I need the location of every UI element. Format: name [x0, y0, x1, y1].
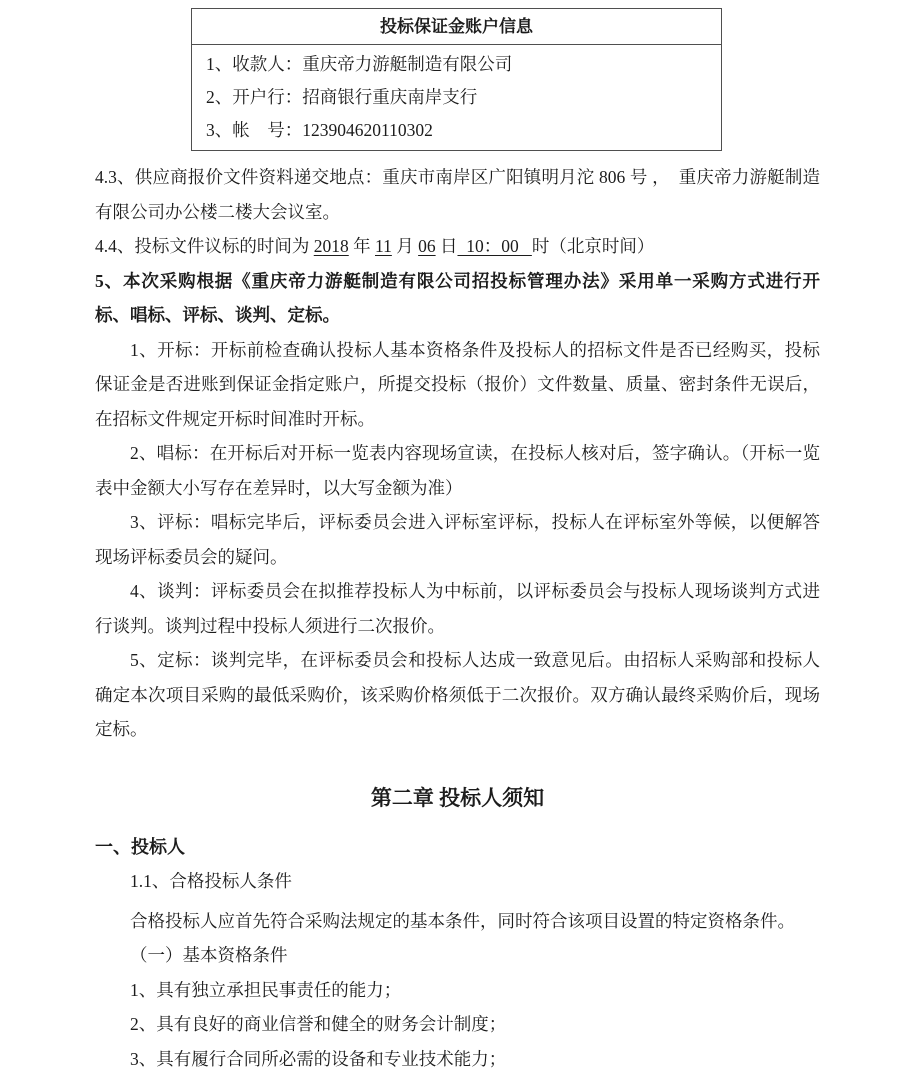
deposit-table-body	[192, 45, 721, 150]
basic-qualification-heading: （一）基本资格条件	[130, 945, 288, 965]
bid-time-underlined: 10：00	[457, 236, 532, 256]
deposit-table-title: 投标保证金账户信息	[192, 9, 721, 45]
process-step-open-bid: 1、开标：开标前检查确认投标人基本资格条件及投标人的招标文件是否已经购买，投标保证金是否进账到保证金指定账户，所提交投标（报价）文件数量、质量、密封条件无误后，在招标文件规定开标时间准时开标。	[95, 339, 820, 429]
year-label: 年	[348, 236, 375, 256]
clause-4-4	[95, 229, 820, 264]
process-step-evaluate-bid: 3、评标：唱标完毕后，评标委员会进入评标室评标，投标人在评标室外等候，以便解答现场评标委员会的疑问。	[95, 512, 820, 567]
qualification-item-1: 1、具有独立承担民事责任的能力；	[130, 979, 402, 1000]
document-content	[0, 8, 900, 1075]
bid-month-underlined: 11	[375, 236, 392, 256]
bid-year-underlined: 2018	[313, 236, 349, 256]
qualification-item-2: 2、具有良好的商业信誉和健全的财务会计制度；	[130, 1014, 507, 1034]
clause-4-4-prefix: 4.4、投标文件议标的时间为	[95, 236, 314, 256]
day-label: 日	[435, 236, 458, 256]
process-step-negotiate: 4、谈判：评标委员会在拟推荐投标人为中标前，以评标委员会与投标人现场谈判方式进行谈判。谈判过程中投标人须进行二次报价。	[95, 581, 820, 636]
process-step-award: 5、定标：谈判完毕，在评标委员会和投标人达成一致意见后。由招标人采购部和投标人确定本次项目采购的最低采购价，该采购价格须低于二次报价。双方确认最终采购价后，现场定标。	[95, 650, 820, 739]
bid-day-underlined: 06	[418, 236, 436, 256]
deposit-bank-row: 2、开户行：招商银行重庆南岸支行	[206, 87, 478, 107]
month-label: 月	[391, 236, 419, 256]
subsection-1-1-heading: 1.1、合格投标人条件	[130, 870, 292, 891]
process-step-read-bid: 2、唱标：在开标后对开标一览表内容现场宣读，在投标人核对后，签字确认。（开标一览表中金额大小写存在差异时，以大写金额为准）	[95, 443, 820, 498]
deposit-payee-row: 1、收款人：重庆帝力游艇制造有限公司	[206, 54, 513, 74]
section-1-bidders-heading: 一、投标人	[95, 836, 185, 857]
clause-4-3: 4.3、供应商报价文件资料递交地点：重庆市南岸区广阳镇明月沱 806 号 ， 重庆帝力游艇制造有限公司办公楼二楼大会议室。	[95, 167, 820, 222]
qualified-bidder-intro: 合格投标人应首先符合采购法规定的基本条件，同时符合该项目设置的特定资格条件。	[130, 910, 795, 931]
bid-deposit-account-table	[191, 8, 722, 151]
deposit-account-number-row: 3、帐 号：123904620110302	[206, 120, 433, 140]
clause-5: 5、本次采购根据《重庆帝力游艇制造有限公司招投标管理办法》采用单一采购方式进行开标、唱标、评标、谈判、定标。	[95, 270, 820, 325]
clause-4-4-suffix: 时（北京时间）	[531, 236, 655, 256]
qualification-item-3: 3、具有履行合同所必需的设备和专业技术能力；	[130, 1048, 507, 1069]
chapter-2-title: 第二章 投标人须知	[370, 785, 545, 810]
